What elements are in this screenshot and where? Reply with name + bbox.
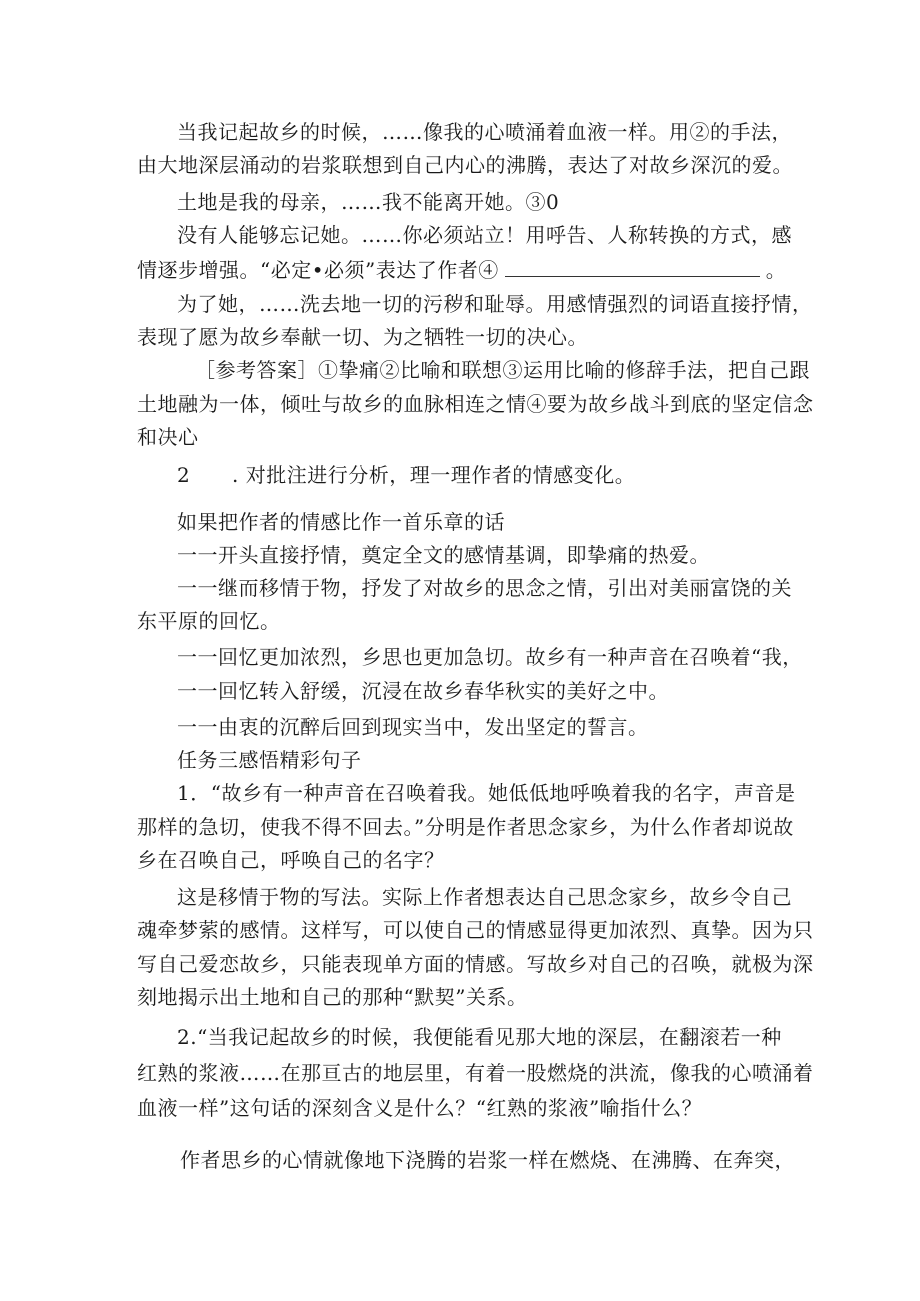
paragraph-line: 当我记起故乡的时候，……像我的心喷涌着血液一样。用②的手法， xyxy=(177,120,792,144)
line-text: 情逐步增强。“必定•必须”表达了作者④ xyxy=(137,258,499,282)
list-item: 东平原的回忆。 xyxy=(137,609,281,633)
paragraph-line xyxy=(137,256,786,284)
paragraph-line: 土地是我的母亲，……我不能离开她。③0 xyxy=(177,190,560,214)
paragraph-line: 为了她，……洗去地一切的污秽和耻辱。用感情强烈的词语直接抒情， xyxy=(177,292,813,316)
list-item: 一一回忆转入舒缓，沉浸在故乡春华秋实的美好之中。 xyxy=(177,679,669,703)
reference-answer-line: 和决心 xyxy=(137,425,199,449)
question-text: . 对批注进行分析，理一理作者的情感变化。 xyxy=(232,463,636,487)
question-line: 那样的急切，使我不得不回去。”分明是作者思念家乡，为什么作者却说故 xyxy=(137,815,794,839)
list-item: 一一回忆更加浓烈，乡思也更加急切。故乡有一种声音在召唤着“我， xyxy=(177,645,803,669)
question-line: 红熟的浆液……在那亘古的地层里，有着一股燃烧的洪流，像我的心喷涌着 xyxy=(137,1061,814,1085)
question-line: 2.“当我记起故乡的时候，我便能看见那大地的深层，在翻滚若一种 xyxy=(177,1025,782,1049)
paragraph-line: 没有人能够忘记她。……你必须站立！用呼告、人称转换的方式，感 xyxy=(177,223,792,247)
question-number: 2 xyxy=(177,463,191,487)
answer-line: 作者思乡的心情就像地下浇腾的岩浆一样在燃烧、在沸腾、在奔突， xyxy=(180,1148,795,1172)
answer-line: 这是移情于物的写法。实际上作者想表达自己思念家乡，故乡令自己 xyxy=(177,885,792,909)
paragraph-line: 表现了愿为故乡奉献一切、为之牺牲一切的决心。 xyxy=(137,325,588,349)
paragraph-line: 由大地深层涌动的岩浆联想到自己内心的沸腾，表达了对故乡深沉的爱。 xyxy=(137,153,793,177)
list-item: 一一开头直接抒情，奠定全文的感情基调，即挚痛的热爱。 xyxy=(177,543,710,567)
list-item: 一一继而移情于物，抒发了对故乡的思念之情，引出对美丽富饶的关 xyxy=(177,576,792,600)
answer-line: 魂牵梦萦的感情。这样写，可以使自己的情感显得更加浓烈、真挚。因为只 xyxy=(137,918,814,942)
paragraph-line: 如果把作者的情感比作一首乐章的话 xyxy=(177,510,505,534)
reference-answer-line: ［参考答案］①挚痛②比喻和联想③运用比喻的修辞手法，把自己跟 xyxy=(195,358,810,382)
answer-blank xyxy=(505,258,760,277)
question-line: 血液一样”这句话的深刻含义是什么？“红熟的浆液”喻指什么？ xyxy=(137,1096,703,1120)
question-line: 1．“故乡有一种声音在召唤着我。她低低地呼唤着我的名字，声音是 xyxy=(177,781,796,805)
reference-answer-line: 土地融为一体，倾吐与故乡的血脉相连之情④要为故乡战斗到底的坚定信念 xyxy=(137,392,814,416)
list-item: 一一由衷的沉醉后回到现实当中，发出坚定的誓言。 xyxy=(177,715,649,739)
answer-line: 刻地揭示出土地和自己的那种“默契”关系。 xyxy=(137,985,528,1009)
section-heading: 任务三感悟精彩句子 xyxy=(177,748,362,772)
question-line: 乡在召唤自己，呼唤自己的名字？ xyxy=(137,848,445,872)
answer-line: 写自己爱恋故乡，只能表现单方面的情感。写故乡对自己的召唤，就极为深 xyxy=(137,952,814,976)
line-text: 。 xyxy=(765,258,787,282)
